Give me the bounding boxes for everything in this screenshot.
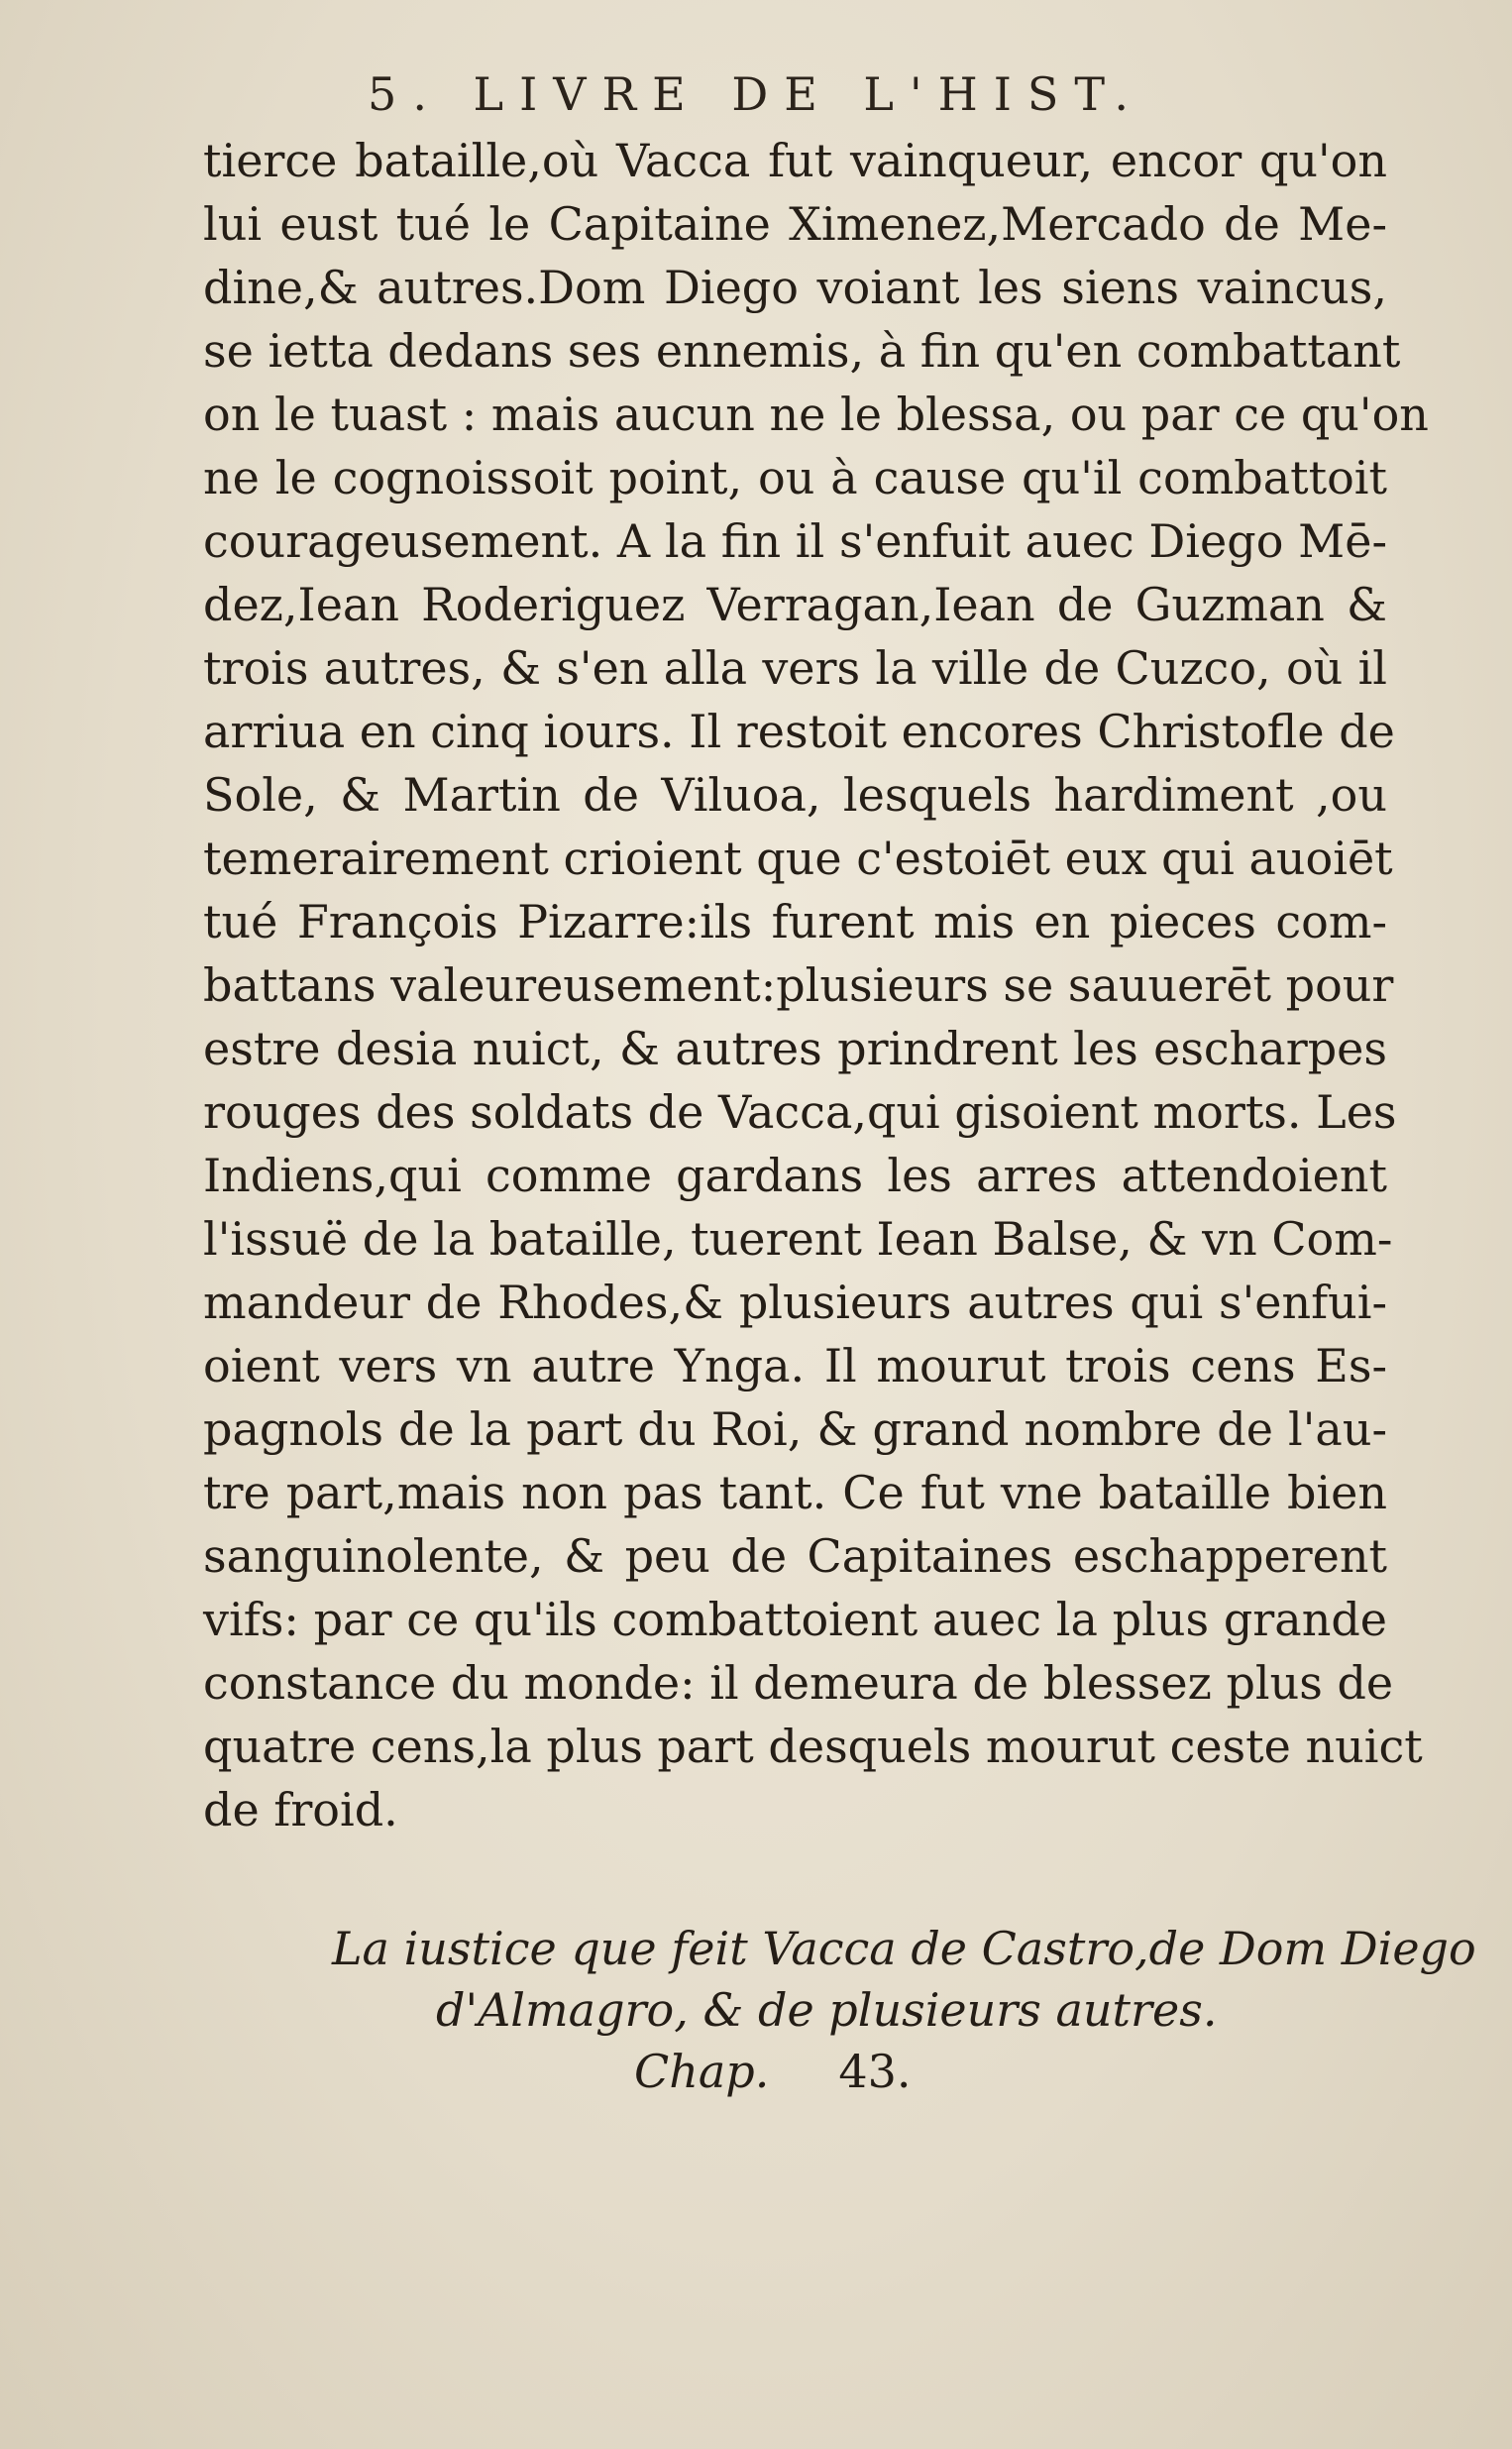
- text-line: battans valeureusement:plusieurs se sauuerēt pour: [203, 958, 1394, 1012]
- chapter-heading: [0, 1918, 1512, 2102]
- chapter-title-line-1: La iustice que feit Vacca de Castro,de Dom Diego: [332, 1922, 1476, 1975]
- text-line: rouges des soldats de Vacca,qui gisoient morts. Les: [203, 1085, 1397, 1139]
- text-line: l'issuë de la bataille, tuerent Iean Balse, & vn Com-: [203, 1212, 1393, 1266]
- text-line: tué François Pizarre:ils furent mis en pieces com-: [203, 895, 1387, 948]
- text-line: vifs: par ce qu'ils combattoient auec la plus grande: [203, 1593, 1387, 1646]
- text-line: on le tuast : mais aucun ne le blessa, ou par ce qu'on: [203, 388, 1429, 441]
- text-line: dez,Iean Roderiguez Verragan,Iean de Guzman &: [203, 578, 1387, 631]
- text-line: lui eust tué le Capitaine Ximenez,Mercado de Me-: [203, 197, 1387, 251]
- text-line: quatre cens,la plus part desquels mourut ceste nuict: [203, 1720, 1423, 1773]
- text-line: estre desia nuict, & autres prindrent les escharpes: [203, 1022, 1387, 1075]
- chapter-number: 43.: [838, 2045, 912, 2098]
- body-text: [203, 129, 1429, 1841]
- text-line: arriua en cinq iours. Il restoit encores Christofle de: [203, 705, 1395, 758]
- text-line: sanguinolente, & peu de Capitaines eschapperent: [203, 1529, 1387, 1583]
- text-line: courageusement. A la fin il s'enfuit auec Diego Mē-: [203, 514, 1387, 568]
- text-line: mandeur de Rhodes,& plusieurs autres qui s'enfui-: [203, 1276, 1387, 1329]
- text-line: se ietta dedans ses ennemis, à fin qu'en combattant: [203, 324, 1401, 378]
- text-line: pagnols de la part du Roi, & grand nombre de l'au-: [203, 1402, 1387, 1456]
- chapter-label: Chap.: [634, 2045, 770, 2098]
- text-line: Indiens,qui comme gardans les arres attendoient: [203, 1149, 1387, 1202]
- running-head: 5. LIVRE DE L'HIST.: [368, 67, 1144, 121]
- text-line: ne le cognoissoit point, ou à cause qu'il combattoit: [203, 451, 1387, 504]
- chapter-number-line: [0, 2041, 1512, 2102]
- text-line: tre part,mais non pas tant. Ce fut vne bataille bien: [203, 1466, 1387, 1519]
- text-line: de froid.: [203, 1783, 398, 1837]
- text-line: Sole, & Martin de Viluoa, lesquels hardiment ,ou: [203, 768, 1387, 822]
- text-line: temerairement crioient que c'estoiēt eux qui auoiēt: [203, 832, 1393, 885]
- chapter-title-line-2: d'Almagro, & de plusieurs autres.: [436, 1983, 1218, 2037]
- text-line: oient vers vn autre Ynga. Il mourut trois cens Es-: [203, 1339, 1387, 1392]
- text-line: constance du monde: il demeura de blessez plus de: [203, 1656, 1394, 1710]
- text-line: trois autres, & s'en alla vers la ville de Cuzco, où il: [203, 641, 1387, 695]
- text-line: tierce bataille,où Vacca fut vainqueur, encor qu'on: [203, 134, 1387, 187]
- text-line: dine,& autres.Dom Diego voiant les siens vaincus,: [203, 261, 1387, 314]
